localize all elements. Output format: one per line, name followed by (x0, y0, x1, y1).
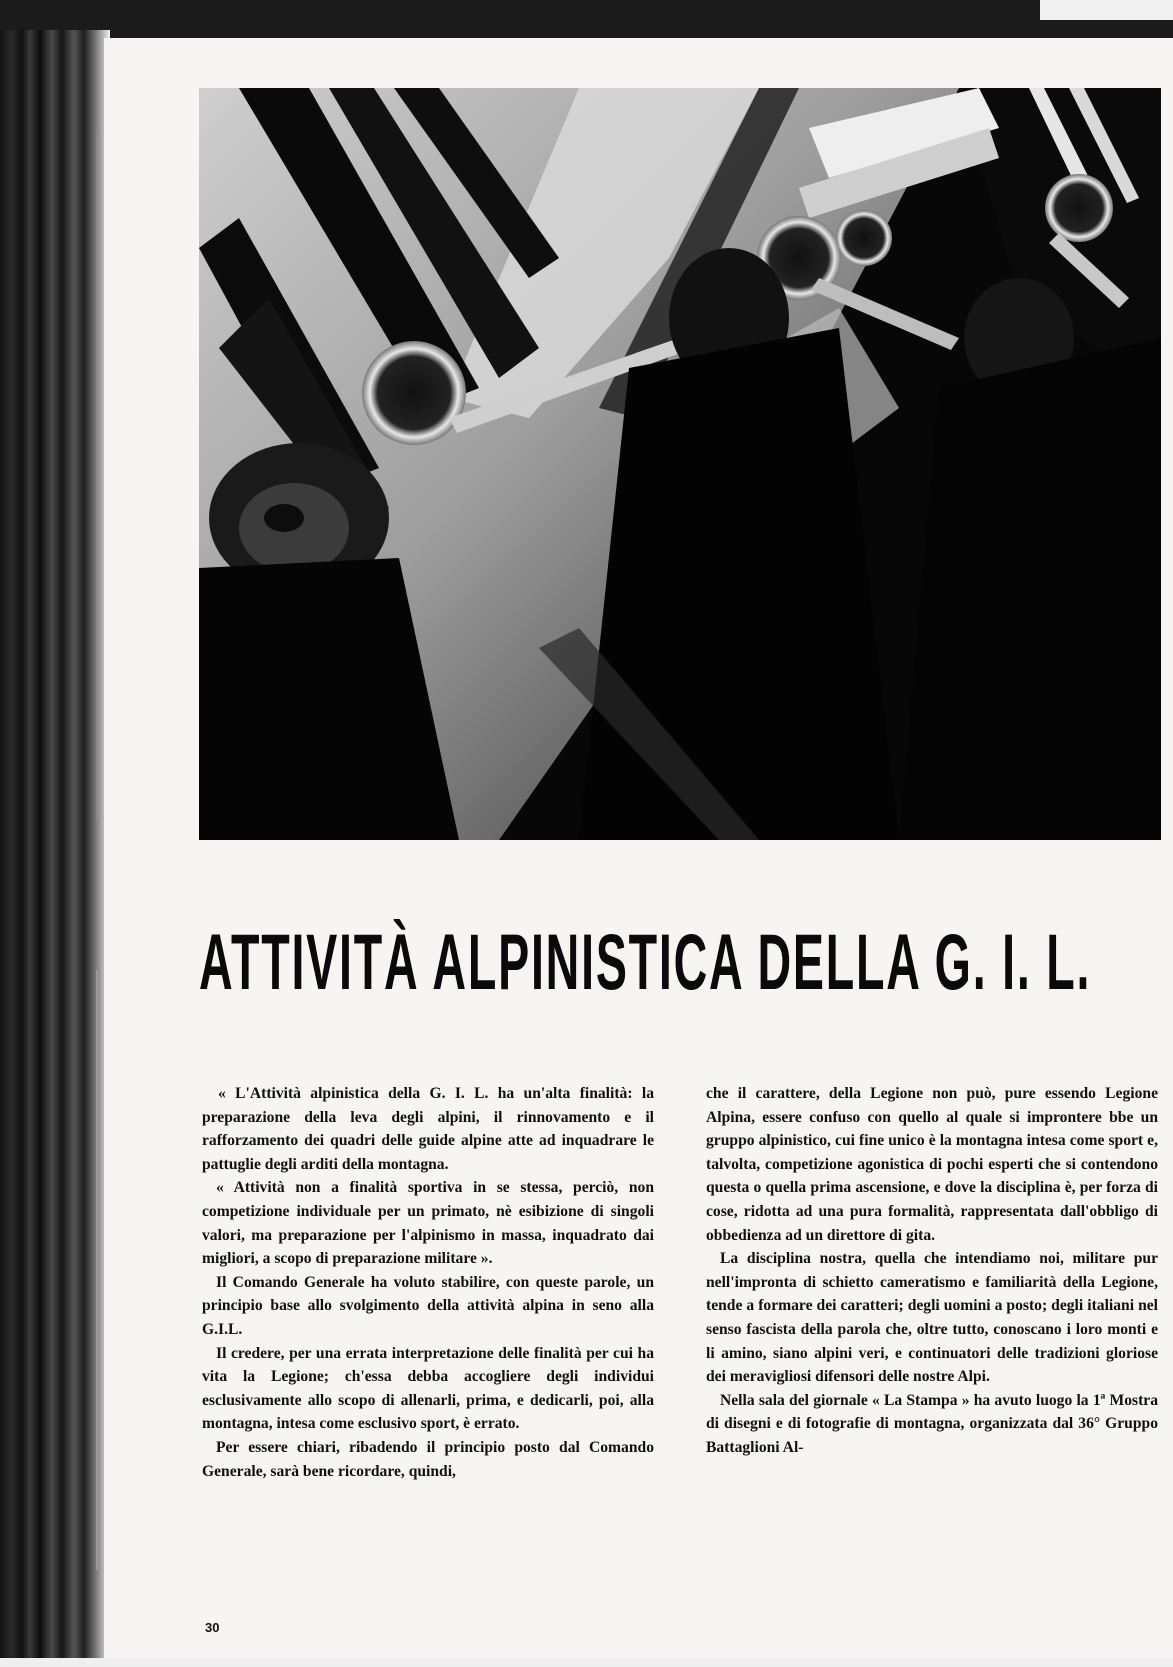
paragraph: La disciplina nostra, quella che intendiamo noi, militare pur nell'impronta di schietto cameratismo e familiarità della Legione, tende a formare dei caratteri; degli uomini a posto; degli italiani nel senso fascista della parola che, oltre tutto, conoscano i loro monti e li amino, siano alpini veri, e continuatori delle tradizioni gloriose dei meravigliosi difensori delle nostre Alpi. (706, 1250, 1158, 1386)
paragraph: che il carattere, della Legione non può, pure essendo Legione Alpina, essere confuso con quello al quale si improntere bbe un gruppo alpinistico, cui fine unico è la montagna intesa come sport e, talvolta, competizione agonistica di pochi esperti che si contendono questa o quella prima ascensione, e dove la disciplina è, per forza di cose, ridotta ad una pura formalità, rappresentata dall'obbligo di obbedienza ad un direttore di gita. (706, 1085, 1158, 1244)
article-photo (199, 88, 1161, 840)
paragraph: Il Comando Generale ha voluto stabilire, con queste parole, un principio base allo svolgimento della attività alpina in seno alla G.I.L. (202, 1273, 654, 1338)
photo-trumpeters-icon (199, 88, 1161, 840)
paragraph: Per essere chiari, ribadendo il principio posto dal Comando Generale, sarà bene ricordare, quindi, (202, 1438, 654, 1480)
book-page-edges (0, 30, 110, 1660)
paragraph: « Attività non a finalità sportiva in se stessa, perciò, non competizione individuale per un primato, nè esibizione di singoli valori, ma preparazione per l'alpinismo in massa, inquadrato dai migliori, a scopo di preparazione militare ». (202, 1179, 654, 1268)
paragraph: Nella sala del giornale « La Stampa » ha avuto luogo la 1ª Mostra di disegni e di fotografie di montagna, organizzata dal 36° Gruppo Battaglioni Al- (706, 1391, 1158, 1456)
scan-border-top (1040, 0, 1173, 20)
article-column-right (706, 1082, 1158, 1460)
gutter-line-lower (96, 970, 98, 1570)
article-column-left (202, 1082, 654, 1483)
gutter-line (96, 130, 98, 820)
scan-border-bottom (0, 1658, 1173, 1667)
article-headline: ATTIVITÀ ALPINISTICA DELLA G. I. L. (199, 917, 1092, 1006)
paragraph: Il credere, per una errata interpretazione delle finalità per cui ha vita la Legione; ch'essa debba accogliere degli individui esclusivamente allo scopo di allenarli, prima, e dedicarli, poi, alla montagna, intesa come esclusivo sport, è errato. (202, 1344, 654, 1433)
page-number: 30 (205, 1620, 220, 1635)
paragraph: « L'Attività alpinistica della G. I. L. ha un'alta finalità: la preparazione della leva degli alpini, il rinnovamento e il rafforzamento dei quadri delle guide alpine atte ad inquadrare le pattuglie degli arditi della montagna. (202, 1085, 654, 1173)
